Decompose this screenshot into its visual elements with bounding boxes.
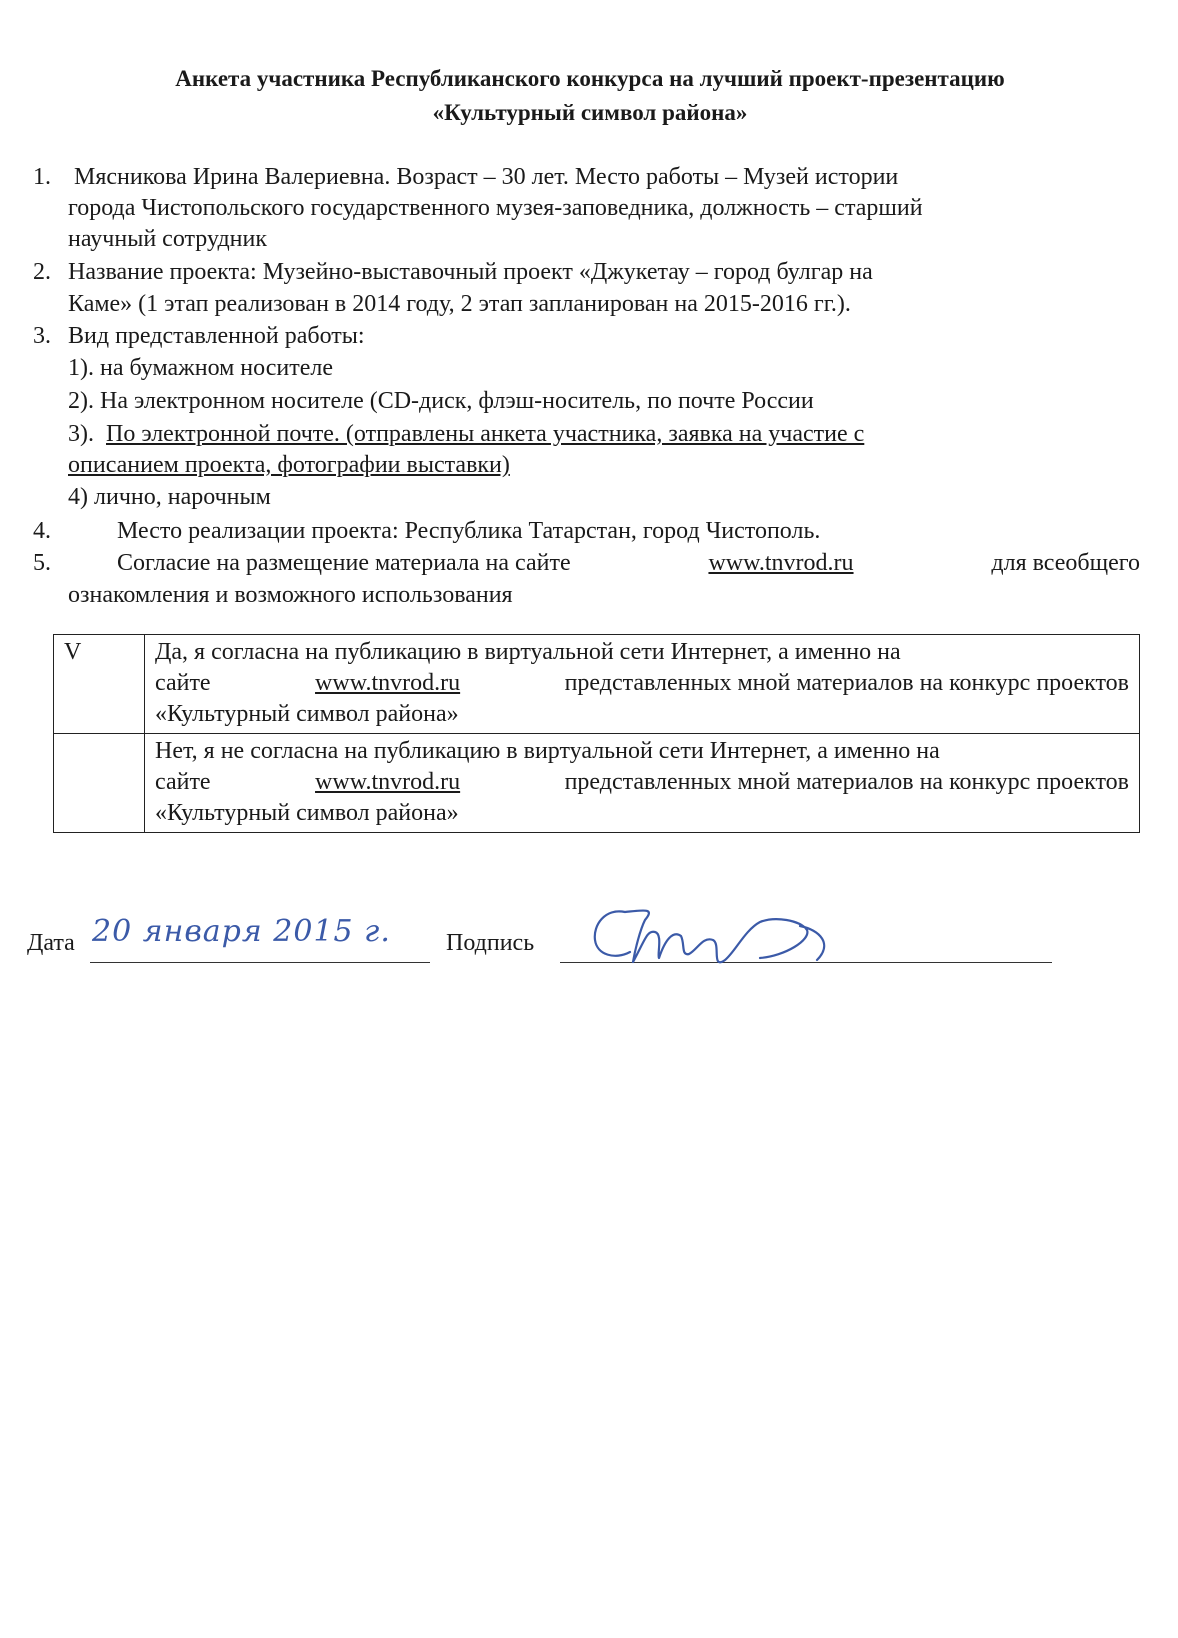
consent-no-line1: Нет, я не согласна на публикацию в виртуальной сети Интернет, а именно на: [155, 738, 940, 764]
item2-number: 2.: [33, 259, 51, 285]
date-label: Дата: [27, 930, 75, 956]
consent-yes-line2: [155, 668, 1129, 699]
item5-line1: [117, 548, 1140, 579]
consent-yes-pre: сайте: [155, 670, 211, 696]
item3-option1: 1). на бумажном носителе: [68, 355, 334, 381]
consent-row-no: [54, 734, 1140, 833]
form-title-line2: «Культурный символ района»: [432, 100, 748, 125]
item3-option3-number: 3).: [68, 421, 94, 447]
consent-no-pre: сайте: [155, 769, 211, 795]
consent-yes-text: [145, 635, 1140, 734]
consent-no-line3: «Культурный символ района»: [155, 800, 459, 826]
consent-yes-line1: Да, я согласна на публикацию в виртуальной сети Интернет, а именно на: [155, 639, 901, 665]
item4-text: Место реализации проекта: Республика Татарстан, город Чистополь.: [117, 518, 821, 544]
consent-no-link[interactable]: www.tnvrod.ru: [315, 769, 461, 795]
consent-yes-line3: «Культурный символ района»: [155, 701, 459, 727]
item3-option3-line1: По электронной почте. (отправлены анкета участника, заявка на участие с: [106, 421, 865, 447]
consent-table: [53, 634, 1140, 833]
form-title-line1: Анкета участника Республиканского конкурса на лучший проект-презентацию: [175, 66, 1005, 91]
consent-no-post: представленных мной материалов на конкурс проектов: [564, 769, 1129, 795]
item3-option3-line2: описанием проекта, фотографии выставки): [68, 452, 510, 478]
item1-line2: города Чистопольского государственного музея-заповедника, должность – старший: [68, 195, 923, 221]
item5-text-pre: Согласие на размещение материала на сайте: [117, 550, 571, 576]
item5-site-link[interactable]: www.tnvrod.ru: [708, 550, 854, 576]
item3-option2: 2). На электронном носителе (CD-диск, флэш-носитель, по почте России: [68, 388, 814, 414]
consent-row-yes: [54, 635, 1140, 734]
consent-yes-post: представленных мной материалов на конкурс проектов: [564, 670, 1129, 696]
date-underline: [90, 962, 430, 963]
consent-no-line2: [155, 767, 1129, 798]
item1-line1: Мясникова Ирина Валериевна. Возраст – 30 лет. Место работы – Музей истории: [74, 164, 899, 190]
consent-yes-link[interactable]: www.tnvrod.ru: [315, 670, 461, 696]
item3-label: Вид представленной работы:: [68, 323, 365, 349]
item3-option3-line1-row: [68, 419, 1140, 450]
item5-text-post: для всеобщего: [991, 550, 1140, 576]
consent-no-text: [145, 734, 1140, 833]
item1-number: 1.: [33, 164, 51, 190]
signature-image: [585, 900, 845, 980]
item2-line2: Каме» (1 этап реализован в 2014 году, 2 этап запланирован на 2015-2016 гг.).: [68, 291, 851, 317]
item5-line2: ознакомления и возможного использования: [68, 582, 513, 608]
item5-number: 5.: [33, 550, 51, 576]
date-handwritten-value: 20 января 2015 г.: [92, 914, 391, 949]
item4-number: 4.: [33, 518, 51, 544]
item2-line1: Название проекта: Музейно-выставочный проект «Джукетау – город булгар на: [68, 259, 873, 285]
item3-number: 3.: [33, 323, 51, 349]
consent-no-mark[interactable]: [54, 734, 145, 833]
item1-line3: научный сотрудник: [68, 226, 268, 252]
item3-option4: 4) лично, нарочным: [68, 484, 271, 510]
signature-label: Подпись: [446, 930, 535, 956]
item3-option3: [68, 419, 1140, 450]
consent-yes-mark[interactable]: V: [54, 635, 145, 734]
form-title: [40, 62, 1140, 130]
